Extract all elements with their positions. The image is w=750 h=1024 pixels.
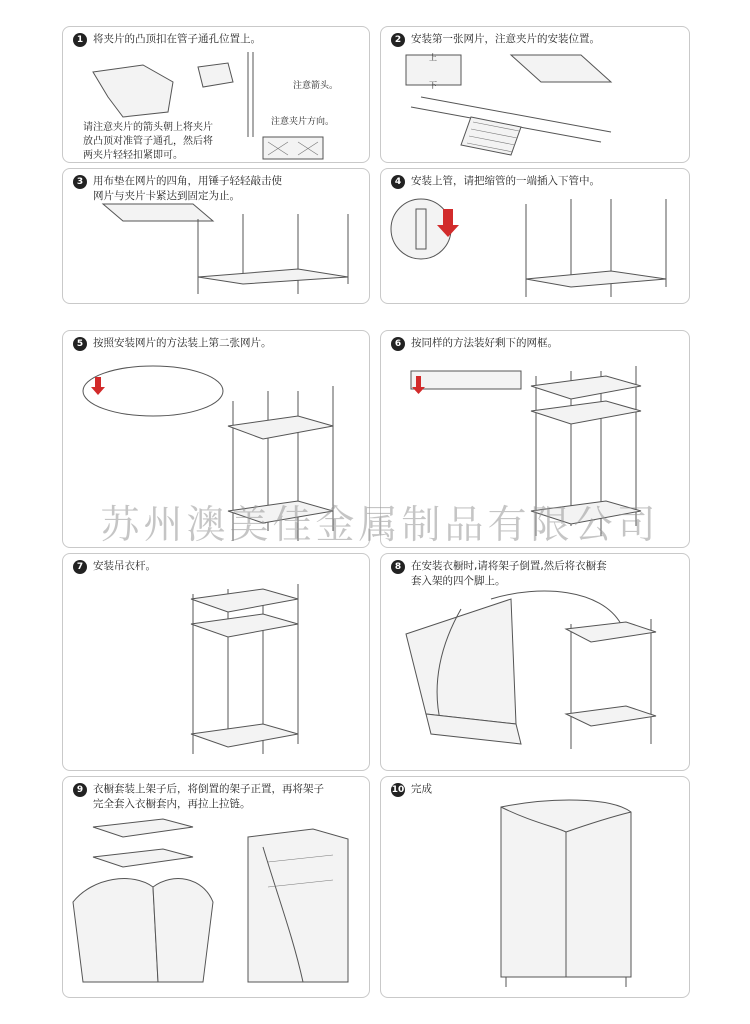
step-8-panel [380, 553, 690, 771]
step-2-dim-bottom: 下 [429, 81, 437, 90]
step-title: 将夹片的凸顶扣在管子通孔位置上。 [93, 33, 261, 45]
step-5-illustration [63, 331, 369, 547]
step-2-dim-top: 上 [429, 53, 437, 62]
step-7-panel [62, 553, 370, 771]
step-number: 3 [73, 175, 87, 189]
step-number: 8 [391, 560, 405, 574]
step-title: 按照安装网片的方法装上第二张网片。 [93, 337, 272, 349]
step-2-panel [380, 26, 690, 163]
step-1-callout-orientation: 注意夹片方向。 [271, 117, 335, 127]
step-2-illustration [381, 27, 689, 162]
step-1-panel [62, 26, 370, 163]
step-4-illustration [381, 169, 689, 303]
step-10-illustration [381, 777, 689, 997]
step-7-illustration [63, 554, 369, 770]
step-6-panel [380, 330, 690, 548]
step-title: 按同样的方法装好剩下的网框。 [411, 337, 558, 349]
step-number: 7 [73, 560, 87, 574]
step-number: 6 [391, 337, 405, 351]
step-title: 用布垫在网片的四角，用锤子轻轻敲击使 网片与夹片卡紧达到固定为止。 [93, 175, 282, 202]
watermark: 苏州澳美佳金属制品有限公司 [100, 503, 660, 548]
step-title: 安装吊衣杆。 [93, 560, 156, 572]
step-title: 在安装衣橱时,请将架子倒置,然后将衣橱套 套入架的四个脚上。 [411, 560, 607, 587]
step-number: 4 [391, 175, 405, 189]
step-5-panel [62, 330, 370, 548]
step-title: 完成 [411, 783, 432, 795]
step-4-panel [380, 168, 690, 304]
step-9-panel [62, 776, 370, 998]
step-1-callout-direction: 注意箭头。 [293, 81, 339, 91]
step-number: 1 [73, 33, 87, 47]
step-title: 安装上管，请把缩管的一端插入下管中。 [411, 175, 600, 187]
step-number: 5 [73, 337, 87, 351]
step-title: 安装第一张网片，注意夹片的安装位置。 [411, 33, 600, 45]
step-10-panel [380, 776, 690, 998]
step-number: 2 [391, 33, 405, 47]
step-number: 9 [73, 783, 87, 797]
step-title: 衣橱套装上架子后，将倒置的架子正置，再将架子 完全套入衣橱套内，再拉上拉链。 [93, 783, 324, 810]
step-1-note: 请注意夹片的箭头朝上将夹片 放凸顶对准管子通孔，然后将 两夹片轻轻扣紧即可。 [83, 122, 213, 161]
step-number: 10 [391, 785, 405, 795]
step-3-panel [62, 168, 370, 304]
step-6-illustration [381, 331, 689, 547]
